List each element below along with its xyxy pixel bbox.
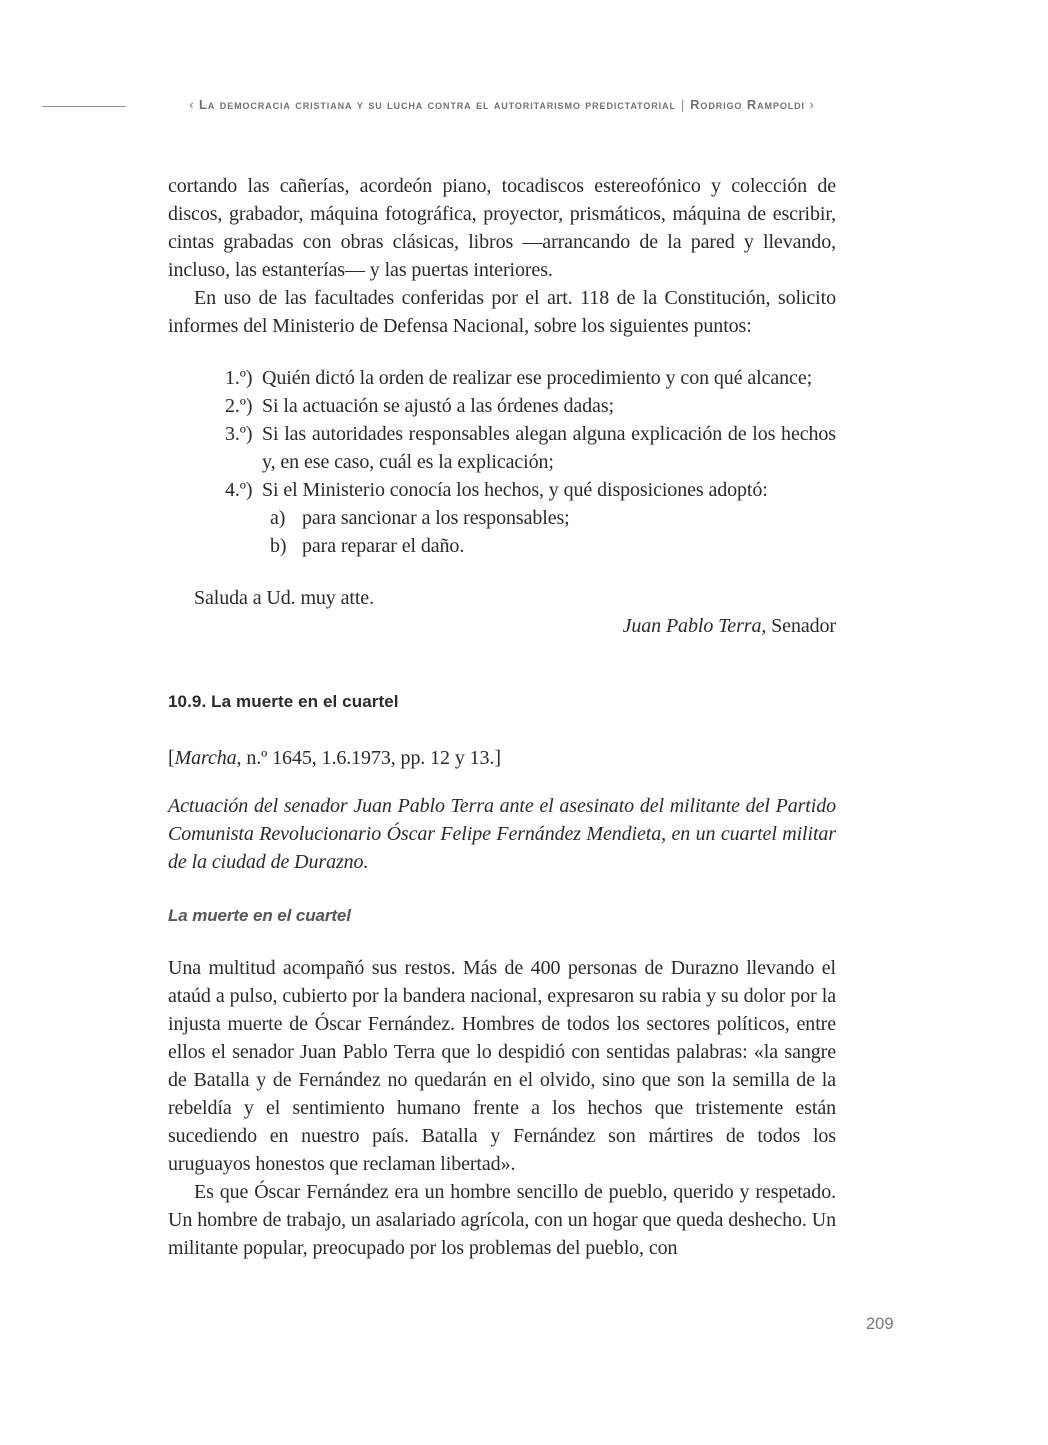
header-separator: |: [680, 97, 686, 112]
list-item-number: 2.º): [225, 395, 253, 417]
running-header: [168, 97, 836, 112]
article-subheading: La muerte en el cuartel: [168, 906, 351, 925]
list-item-4: [225, 476, 836, 504]
sublist-item-text: para reparar el daño.: [302, 535, 465, 557]
header-book-title: La democracia cristiana y su lucha contra el autoritarismo predictatorial: [199, 97, 676, 112]
signature-line: [168, 612, 836, 640]
list-item-text: Si el Ministerio conocía los hechos, y qué disposiciones adoptó:: [262, 479, 768, 501]
header-rule: [42, 106, 126, 107]
list-item-number: 1.º): [225, 367, 253, 389]
letter-paragraph-2: En uso de las facultades conferidas por el art. 118 de la Constitución, solicito informes del Ministerio de Defensa Nacional, sobre los siguientes puntos:: [168, 287, 836, 337]
section-heading: 10.9. La muerte en el cuartel: [168, 692, 399, 711]
citation-bracket-open: [: [168, 747, 175, 769]
list-item-text: Si las autoridades responsables alegan alguna explicación de los hechos y, en ese caso, cuál es la explicación;: [262, 423, 836, 473]
header-open-angle-icon: ‹: [189, 97, 200, 112]
letter-closing: Saluda a Ud. muy atte.: [194, 587, 374, 609]
list-item-number: 4.º): [225, 479, 253, 501]
signature-role: Senador: [766, 615, 836, 637]
page-number: 209: [866, 1315, 894, 1333]
article-paragraph-2: Es que Óscar Fernández era un hombre sencillo de pueblo, querido y respetado. Un hombre de trabajo, un asalariado agrícola, con un hogar que queda deshecho. Un militante popular, preocupado por los problemas del pueblo, con: [168, 1181, 836, 1259]
request-list: [168, 364, 836, 560]
article-paragraph-1: Una multitud acompañó sus restos. Más de 400 personas de Durazno llevando el ataúd a pulso, cubierto por la bandera nacional, expresaron su rabia y su dolor por la injusta muerte de Óscar Fernández. Hombres de todos los sectores políticos, entre ellos el senador Juan Pablo Terra que lo despidió con sentidas palabras: «la sangre de Batalla y de Fernández no quedarán en el olvido, sino que son la semilla de la rebeldía y el sentimiento humano frente a los hechos que tristemente están sucediendo en nuestro país. Batalla y Fernández son mártires de todos los uruguayos honestos que reclaman libertad».: [168, 957, 836, 1175]
letter-paragraph-1: cortando las cañerías, acordeón piano, tocadiscos estereofónico y colección de discos, grabador, máquina fotográfica, proyector, prismáticos, máquina de escribir, cintas grabadas con obras clásicas, libros —arrancando de la pared y llevando, incluso, las estanterías— y las puertas interiores.: [168, 175, 836, 281]
header-author: Rodrigo Rampoldi: [690, 97, 805, 112]
list-item-text: Quién dictó la orden de realizar ese procedimiento y con qué alcance;: [262, 367, 813, 389]
header-close-angle-icon: ›: [804, 97, 815, 112]
sublist-item-text: para sancionar a los responsables;: [302, 507, 570, 529]
sublist-item-a: [270, 504, 836, 532]
sublist-item-b: [270, 532, 836, 560]
page-content: [168, 172, 836, 1262]
request-sublist: [225, 504, 836, 560]
sublist-item-letter: b): [270, 535, 287, 557]
list-item-3: [225, 420, 836, 476]
citation-details: , n.º 1645, 1.6.1973, pp. 12 y 13.]: [236, 747, 501, 769]
list-item-1: [225, 364, 836, 392]
list-item-text: Si la actuación se ajustó a las órdenes dadas;: [262, 395, 614, 417]
section-summary: Actuación del senador Juan Pablo Terra ante el asesinato del militante del Partido Comunista Revolucionario Óscar Felipe Fernández Mendieta, en un cuartel militar de la ciudad de Durazno.: [168, 795, 836, 873]
signature-name: Juan Pablo Terra,: [622, 615, 767, 637]
citation-source-title: Marcha: [174, 747, 237, 769]
list-item-number: 3.º): [225, 423, 253, 445]
list-item-2: [225, 392, 836, 420]
sublist-item-letter: a): [270, 507, 286, 529]
source-citation: [168, 744, 836, 772]
